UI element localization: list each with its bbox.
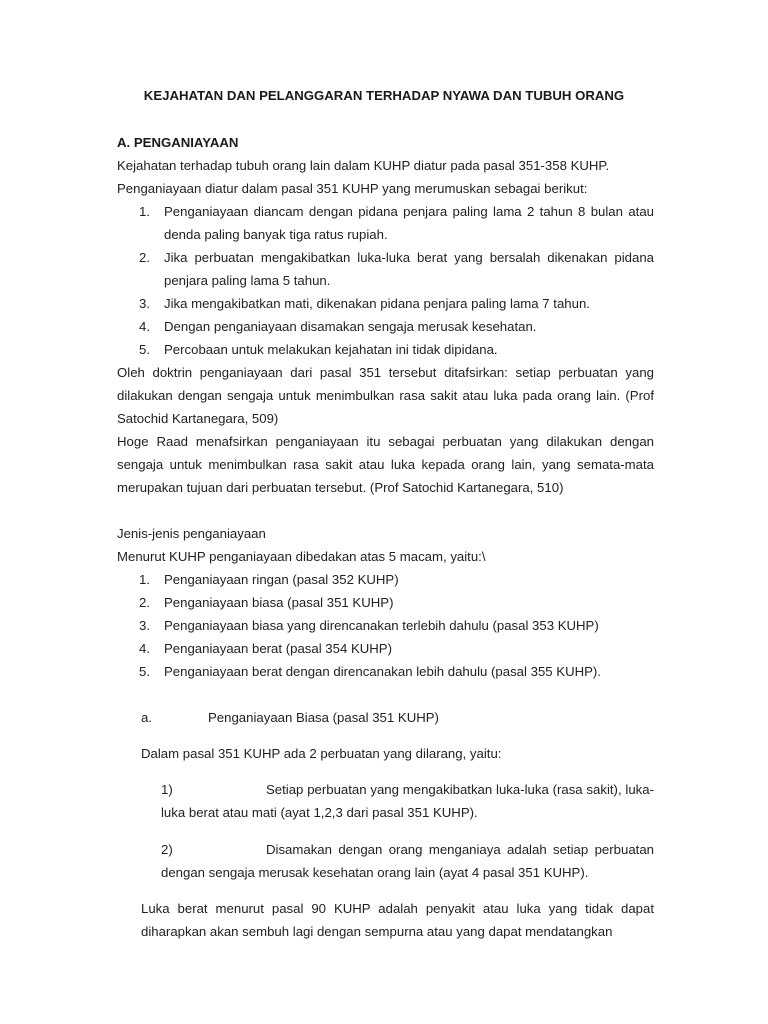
numbered-list-jenis — [117, 568, 654, 683]
subsection-title: Penganiayaan Biasa (pasal 351 KUHP) — [208, 710, 439, 725]
jenis-heading: Jenis-jenis penganiayaan — [117, 526, 266, 541]
list-item: 3. Jika mengakibatkan mati, dikenakan pidana penjara paling lama 7 tahun. — [139, 296, 590, 311]
list-item: 1. Penganiayaan ringan (pasal 352 KUHP) — [139, 572, 399, 587]
paragraph-intro-2: Penganiayaan diatur dalam pasal 351 KUHP yang merumuskan sebagai berikut: — [117, 181, 588, 196]
spacer — [117, 683, 654, 706]
paragraph-doktrin: Oleh doktrin penganiayaan dari pasal 351 tersebut ditafsirkan: setiap perbuatan yang dilakukan dengan sengaja untuk menimbulkan rasa sakit atau luka pada orang lain. (Prof Satochid Kartanegara, 509) — [117, 365, 654, 426]
list-item: 4. Penganiayaan berat (pasal 354 KUHP) — [139, 641, 392, 656]
list-item: 5. Penganiayaan berat dengan direncanakan lebih dahulu (pasal 355 KUHP). — [139, 664, 601, 679]
document-body — [117, 131, 654, 956]
sub-item: 1) Setiap perbuatan yang mengakibatkan luka-luka (rasa sakit), luka-luka berat atau mati (ayat 1,2,3 dari pasal 351 KUHP). — [161, 782, 654, 821]
paragraph-luka-berat: Luka berat menurut pasal 90 KUHP adalah penyakit atau luka yang tidak dapat diharapkan akan sembuh lagi dengan sempurna atau yang dapat mendatangkan — [141, 900, 654, 939]
subsection-a-heading — [141, 706, 654, 729]
subsection-intro: Dalam pasal 351 KUHP ada 2 perbuatan yang dilarang, yaitu: — [141, 746, 502, 762]
numbered-list-pasal-351 — [117, 200, 654, 361]
list-item: 2. Penganiayaan biasa (pasal 351 KUHP) — [139, 595, 394, 610]
spacer — [117, 499, 654, 522]
list-item: 4. Dengan penganiayaan disamakan sengaja merusak kesehatan. — [139, 319, 537, 334]
subsection-label: a. — [141, 710, 152, 725]
paragraph-intro-1: Kejahatan terhadap tubuh orang lain dalam KUHP diatur pada pasal 351-358 KUHP. — [117, 158, 610, 173]
document-title: KEJAHATAN DAN PELANGGARAN TERHADAP NYAWA DAN TUBUH ORANG — [143, 88, 625, 103]
list-item: 1. Penganiayaan diancam dengan pidana penjara paling lama 2 tahun 8 bulan atau denda paling banyak tiga ratus rupiah. — [139, 204, 654, 242]
list-item: 5. Percobaan untuk melakukan kejahatan ini tidak dipidana. — [139, 342, 498, 357]
section-heading: A. PENGANIAYAAN — [117, 135, 239, 150]
sub-item: 2) Disamakan dengan orang menganiaya adalah setiap perbuatan dengan sengaja merusak kesehatan orang lain (ayat 4 pasal 351 KUHP). — [161, 841, 654, 880]
list-item: 3. Penganiayaan biasa yang direncanakan terlebih dahulu (pasal 353 KUHP) — [139, 618, 599, 633]
list-item: 2. Jika perbuatan mengakibatkan luka-luka berat yang bersalah dikenakan pidana penjara paling lama 5 tahun. — [139, 250, 654, 288]
paragraph-hoge-raad: Hoge Raad menafsirkan penganiayaan itu sebagai perbuatan yang dilakukan dengan sengaja untuk menimbulkan rasa sakit atau luka kepada orang lain, yang semata-mata merupakan tujuan dari perbuatan tersebut. (Prof Satochid Kartanegara, 510) — [117, 434, 654, 495]
jenis-intro: Menurut KUHP penganiayaan dibedakan atas 5 macam, yaitu:\ — [117, 549, 486, 564]
